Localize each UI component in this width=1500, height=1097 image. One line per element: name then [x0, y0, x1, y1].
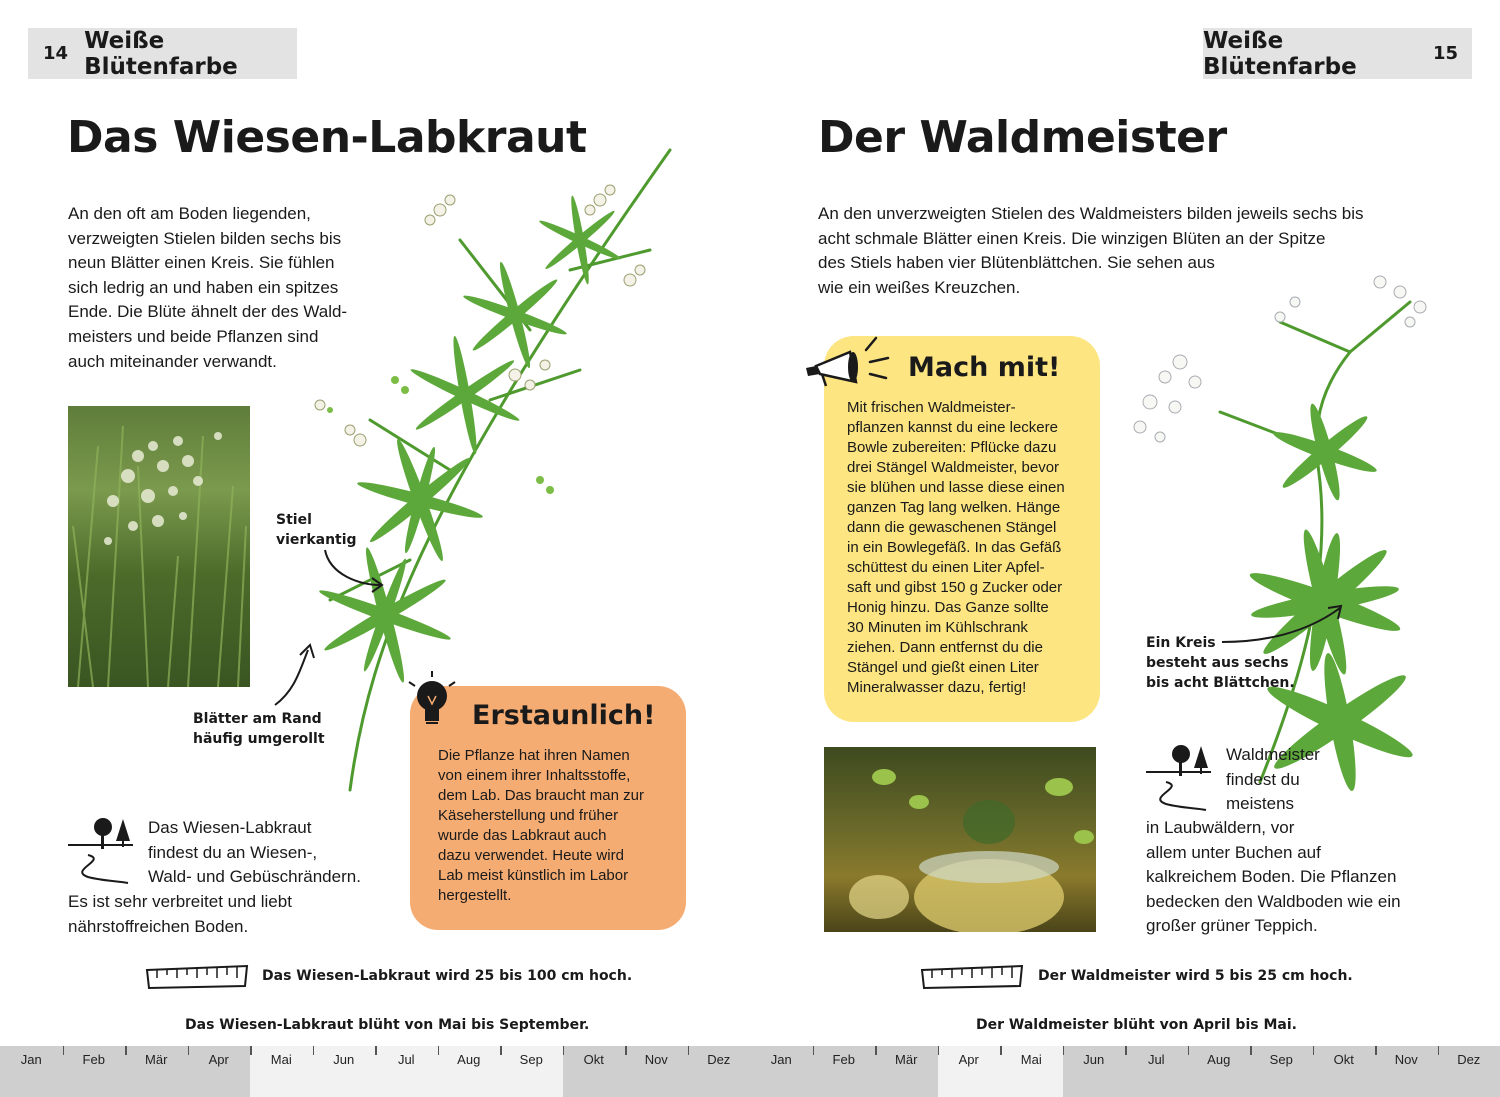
right-bloom-text: Der Waldmeister blüht von April bis Mai. [976, 1017, 1297, 1033]
labkraut-photo [68, 406, 250, 687]
waldmeister-illustration [1120, 262, 1500, 782]
right-section-title: Weiße Blütenfarbe [1203, 27, 1357, 80]
fact-box-text: Die Pflanze hat ihren Namen von einem ihrer Inhaltsstoffe, dem Lab. Das braucht man zur Käseherstellung und früher wurde das Labkraut auch dazu verwendet. Heute wird Lab meist künstlich im Labor hergestellt. [438, 747, 644, 904]
ruler-icon [145, 964, 249, 990]
left-month-11: Dez [688, 1046, 751, 1097]
label-stem: Stiel vierkantig [276, 512, 357, 548]
right-month-10: Nov [1375, 1046, 1438, 1097]
photo-grass [68, 406, 250, 687]
left-habitat-full: Es ist sehr verbreitet und liebt nährstoffreichen Boden. [68, 892, 292, 936]
left-page-title: Das Wiesen-Labkraut [67, 112, 587, 163]
lightbulb-icon [412, 674, 456, 734]
left-month-2: Mär [125, 1046, 188, 1097]
right-header-tab [1203, 28, 1472, 79]
megaphone-icon [802, 330, 894, 392]
right-month-4: Mai [1000, 1046, 1063, 1097]
left-habitat-indented: Das Wiesen-Labkraut findest du an Wiesen-, Wald- und Gebüschrändern. [148, 818, 361, 887]
bowle-photo [824, 747, 1096, 932]
right-habitat-full: in Laubwäldern, vor allem unter Buchen auf kalkreichem Boden. Die Pflanzen bedecken den Waldboden wie ein großer grüner Teppich. [1146, 818, 1401, 936]
labkraut-illustration [290, 140, 690, 780]
right-page-title: Der Waldmeister [818, 112, 1227, 163]
arrow-icon [320, 545, 410, 605]
right-month-5: Jun [1063, 1046, 1126, 1097]
left-section-title: Weiße Blütenfarbe [84, 27, 238, 80]
left-height-text: Das Wiesen-Labkraut wird 25 bis 100 cm hoch. [262, 968, 633, 984]
right-month-0: Jan [750, 1046, 813, 1097]
arrow-icon [1220, 600, 1350, 650]
left-header-tab [28, 28, 297, 79]
right-month-bar [750, 1046, 1500, 1097]
right-month-6: Jul [1125, 1046, 1188, 1097]
left-month-8: Sep [500, 1046, 563, 1097]
left-month-10: Nov [625, 1046, 688, 1097]
right-month-9: Okt [1313, 1046, 1376, 1097]
left-month-3: Apr [188, 1046, 251, 1097]
right-month-2: Mär [875, 1046, 938, 1097]
left-month-0: Jan [0, 1046, 63, 1097]
left-month-9: Okt [563, 1046, 626, 1097]
right-intro-text: An den unverzweigten Stielen des Waldmeisters bilden jeweils sechs bis acht schmale Blätter einen Kreis. Die winzigen Blüten an der Spitze des Stiels haben vier Blütenblättchen. Sie sehen aus wie ein weißes Kreuzchen. [818, 204, 1364, 297]
left-month-4: Mai [250, 1046, 313, 1097]
right-month-11: Dez [1438, 1046, 1500, 1097]
left-bloom-text: Das Wiesen-Labkraut blüht von Mai bis September. [185, 1017, 590, 1033]
right-month-8: Sep [1250, 1046, 1313, 1097]
landscape-tree-icon [1146, 742, 1214, 812]
right-month-7: Aug [1188, 1046, 1251, 1097]
right-habitat-indented: Waldmeister findest du meistens [1226, 745, 1320, 814]
left-month-6: Jul [375, 1046, 438, 1097]
left-month-5: Jun [313, 1046, 376, 1097]
ruler-icon [920, 964, 1024, 990]
label-leaves: Blätter am Rand häufig umgerollt [193, 711, 325, 747]
landscape-tree-icon [68, 815, 136, 885]
left-month-7: Aug [438, 1046, 501, 1097]
photo-bowl [824, 747, 1096, 932]
right-page-number: 15 [1432, 43, 1458, 64]
right-month-1: Feb [813, 1046, 876, 1097]
arrow-icon [270, 640, 330, 710]
left-month-bar [0, 1046, 750, 1097]
activity-box-text: Mit frischen Waldmeister- pflanzen kannst du eine leckere Bowle zubereiten: Pflücke dazu drei Stängel Waldmeister, bevor sie blühen und lasse diese einen ganzen Tag lang welken. Hänge dann die gewaschenen Stängel in ein Bowlegefäß. In das Gefäß schüttest du einen Liter Apfel- saft und gibst 150 g Zucker oder Honig hinzu. Das Ganze sollte 30 Minuten im Kühlschrank ziehen. Dann entfernst du die Stängel und gießt einen Liter Mineralwasser dazu, fertig! [847, 399, 1065, 696]
right-month-3: Apr [938, 1046, 1001, 1097]
left-intro-text: An den oft am Boden liegenden, verzweigten Stielen bilden sechs bis neun Blätter einen Kreis. Sie fühlen sich ledrig an und haben ein spitzes Ende. Die Blüte ähnelt der des Wald- meisters und beide Pflanzen sind auch miteinander verwandt. [68, 204, 348, 371]
activity-box-title: Mach mit! [908, 352, 1061, 383]
right-height-text: Der Waldmeister wird 5 bis 25 cm hoch. [1038, 968, 1353, 984]
left-page-number: 14 [43, 43, 69, 64]
left-month-1: Feb [63, 1046, 126, 1097]
label-whorl: Ein Kreis besteht aus sechs bis acht Blättchen. [1146, 635, 1295, 691]
fact-box-title: Erstaunlich! [472, 700, 656, 731]
